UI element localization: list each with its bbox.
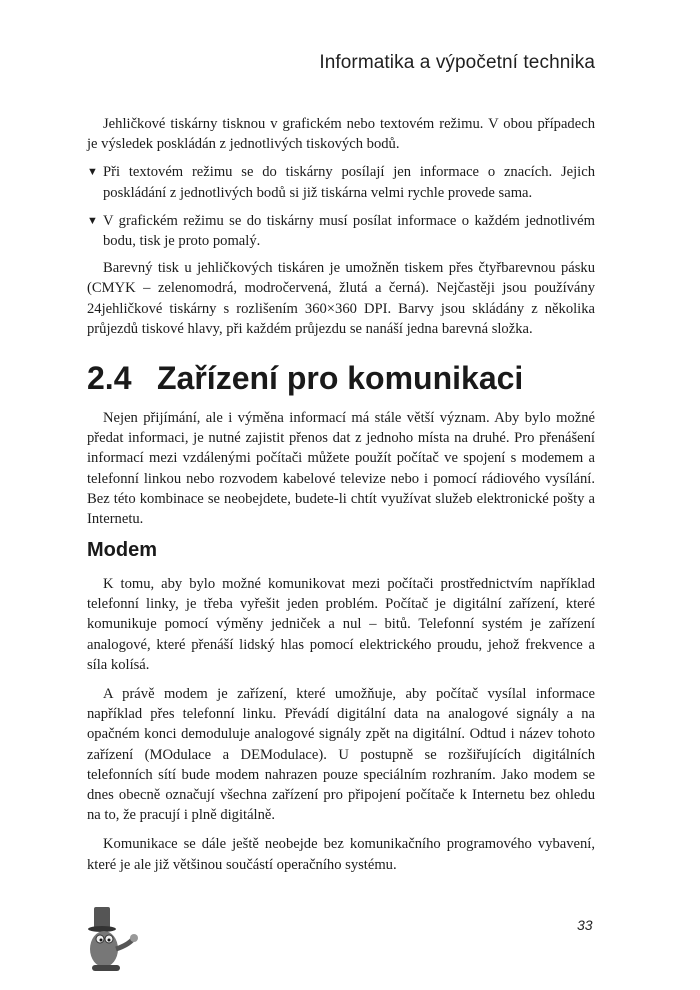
bullet-item: ▼ Při textovém režimu se do tiskárny posílají jen informace o znacích. Jejich poskládání z jednotlivých bodů si již tiskárna velmi rychle provede sama. bbox=[87, 164, 595, 201]
running-header-title: Informatika a výpočetní technika bbox=[319, 52, 595, 73]
color-print-paragraph: Barevný tisk u jehličkových tiskáren je umožněn tiskem přes čtyřbarevnou pásku (CMYK – zelenomodrá, modročervená, žlutá a černá). Nejčastěji jsou používány 24jehličkové tiskárny s rozlišením 360×360 DPI. Barvy jsou skládány z několika průjezdů tiskové hlavy, při každém průjezdu se nanáší jedna barevná složka. bbox=[87, 260, 595, 337]
section-title: Zařízení pro komunikaci bbox=[157, 360, 524, 396]
modem-body bbox=[87, 574, 595, 875]
modem-paragraph: K tomu, aby bylo možné komunikovat mezi počítači prostřednictvím například telefonní linky, je třeba vyřešit jeden problém. Počítač je digitální zařízení, které komunikuje pomocí výměny jedniček a nul – bitů. Telefonní systém je zařízení analogové, které přenáší lidský hlas pomocí elektrického proudu, jehož frekvence a síla kolísá. bbox=[87, 576, 595, 673]
subsection-heading: Modem bbox=[87, 539, 157, 561]
bullet-item: ▼ V grafickém režimu se do tiskárny musí posílat informace o každém jednotlivém bodu, tisk je proto pomalý. bbox=[87, 212, 595, 250]
top-hat-mascot-icon bbox=[78, 905, 148, 985]
modem-paragraph: A právě modem je zařízení, které umožňuje, aby počítač vysílal informace například přes telefonní linku. Převádí digitální data na analogové signály a na opačném konci demoduluje analogové signály zpět na digitální. Odtud i název tohoto zařízení (MOdulace a DEModulace). U postupně se rozšiřujících digitálních telefonních sítí bude modem nahrazen pouze speciálním rozhraním. Jako modem se dnes obecně označují všechna zařízení pro připojení počítače k Internetu bez ohledu na to, že pracují i plně digitálně. bbox=[87, 686, 595, 824]
section-paragraph: Nejen přijímání, ale i výměna informací má stále větší význam. Aby bylo možné předat informaci, je nutné zajistit přenos dat z jednoho místa na druhé. Pro přenášení informací mezi vzdálenými počítači můžete použít počítač ve spojení s modemem a telefonní linkou nebo rozvodem kabelové televize nebo i pomocí rádiového vysílání. Bez této kombinace se neobejdete, budete-li chtít využívat služeb elektronické pošty a Internetu. bbox=[87, 410, 595, 528]
intro-paragraph: Jehličkové tiskárny tisknou v grafickém nebo textovém režimu. V obou případech je výsledek poskládán z jednotlivých tiskových bodů. bbox=[87, 116, 595, 153]
triangle-down-bullet-icon: ▼ bbox=[87, 166, 98, 179]
section-heading bbox=[87, 360, 523, 397]
intro-block bbox=[87, 114, 595, 339]
section-body bbox=[87, 408, 595, 529]
modem-paragraph: Komunikace se dále ještě neobejde bez komunikačního programového vybavení, které je ale již většinou součástí operačního systému. bbox=[87, 836, 595, 873]
section-number: 2.4 bbox=[87, 360, 132, 396]
triangle-down-bullet-icon: ▼ bbox=[87, 214, 98, 227]
page-number: 33 bbox=[577, 917, 593, 933]
